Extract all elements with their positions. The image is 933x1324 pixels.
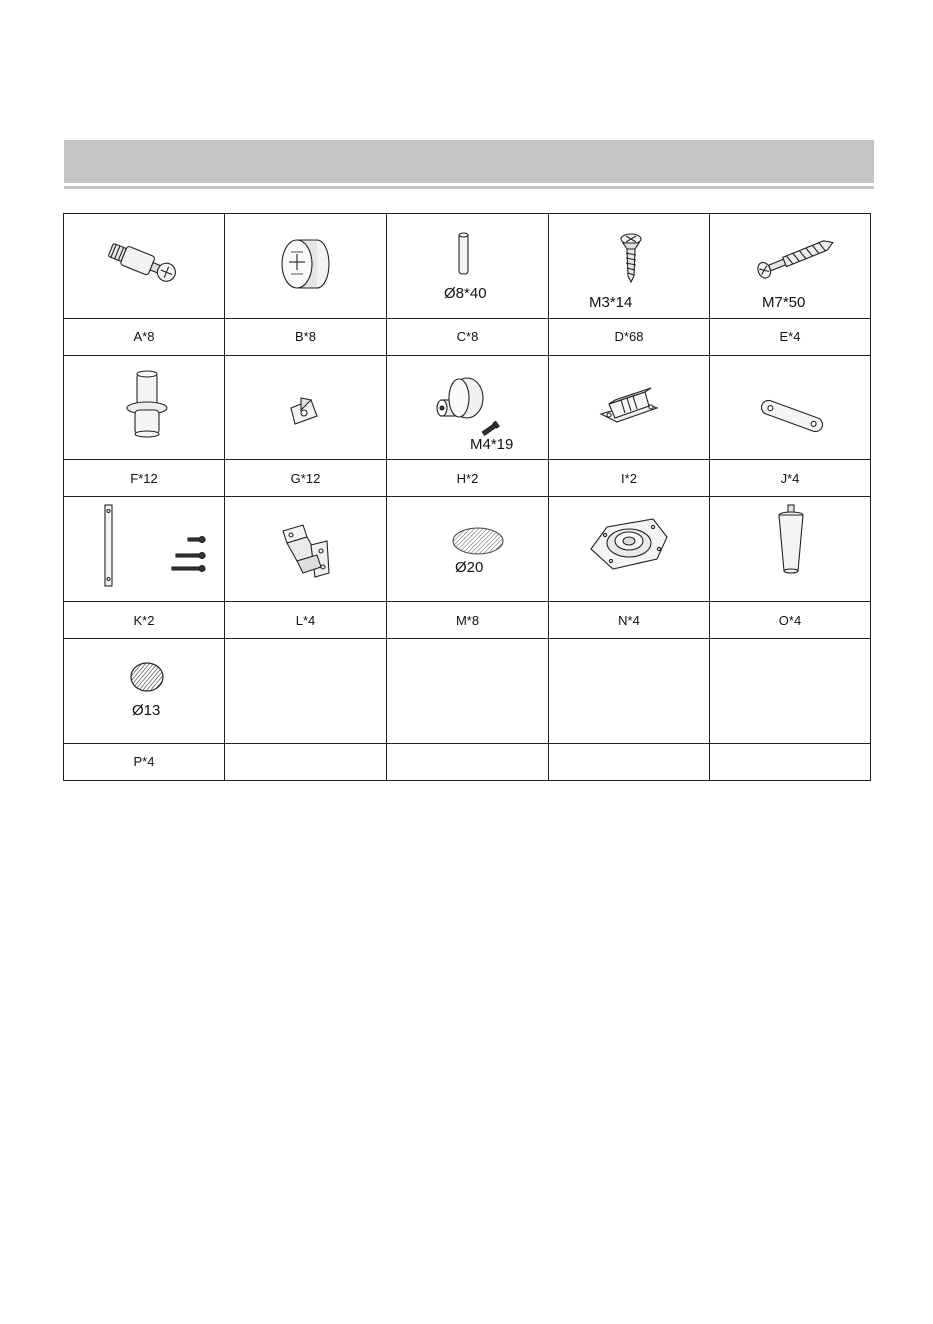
connector-plate-icon bbox=[710, 356, 870, 459]
part-cell-h bbox=[387, 355, 549, 460]
felt-pad-size-label: Ø20 bbox=[455, 559, 484, 577]
part-code-f: F*12 bbox=[64, 460, 225, 497]
part-cell-d bbox=[549, 214, 710, 319]
empty-cell bbox=[225, 639, 387, 744]
part-code-e: E*4 bbox=[710, 318, 871, 355]
part-code-o: O*4 bbox=[710, 602, 871, 639]
part-cell-l bbox=[225, 497, 387, 602]
wall-strap-kit-icon bbox=[64, 497, 224, 600]
felt-pad-icon bbox=[387, 497, 548, 600]
parts-image-row bbox=[64, 497, 871, 602]
part-code-d: D*68 bbox=[549, 318, 710, 355]
empty-code-cell bbox=[225, 743, 387, 780]
cover-cap-icon bbox=[64, 639, 224, 742]
part-cell-b bbox=[225, 214, 387, 319]
part-code-i: I*2 bbox=[549, 460, 710, 497]
part-cell-c bbox=[387, 214, 549, 319]
parts-label-row bbox=[64, 318, 871, 355]
part-cell-m bbox=[387, 497, 549, 602]
part-cell-p bbox=[64, 639, 225, 744]
hinge-icon bbox=[225, 497, 386, 600]
empty-cell bbox=[549, 639, 710, 744]
part-code-p: P*4 bbox=[64, 743, 225, 780]
part-code-k: K*2 bbox=[64, 602, 225, 639]
part-code-b: B*8 bbox=[225, 318, 387, 355]
part-cell-k bbox=[64, 497, 225, 602]
part-code-h: H*2 bbox=[387, 460, 549, 497]
parts-label-row bbox=[64, 602, 871, 639]
parts-image-row bbox=[64, 214, 871, 319]
part-code-g: G*12 bbox=[225, 460, 387, 497]
magnetic-catch-icon bbox=[549, 356, 709, 459]
tapered-leg-icon bbox=[710, 497, 870, 600]
empty-code-cell bbox=[387, 743, 549, 780]
hardware-parts-table bbox=[63, 213, 871, 781]
header-band bbox=[64, 140, 874, 183]
leg-mounting-plate-icon bbox=[549, 497, 709, 600]
part-code-l: L*4 bbox=[225, 602, 387, 639]
part-code-a: A*8 bbox=[64, 318, 225, 355]
shelf-pin-icon bbox=[64, 356, 224, 459]
screw-size-label: M3*14 bbox=[589, 294, 633, 311]
cam-lock-icon bbox=[225, 214, 386, 317]
part-cell-g bbox=[225, 355, 387, 460]
knob-icon bbox=[387, 356, 548, 459]
part-cell-a bbox=[64, 214, 225, 319]
parts-image-row bbox=[64, 355, 871, 460]
cam-bolt-icon bbox=[64, 214, 224, 317]
parts-label-row bbox=[64, 743, 871, 780]
corner-bracket-icon bbox=[225, 356, 386, 459]
part-cell-f bbox=[64, 355, 225, 460]
part-code-c: C*8 bbox=[387, 318, 549, 355]
cover-cap-size-label: Ø13 bbox=[132, 702, 161, 720]
part-code-j: J*4 bbox=[710, 460, 871, 497]
long-screw-size-label: M7*50 bbox=[762, 294, 806, 311]
empty-code-cell bbox=[549, 743, 710, 780]
empty-cell bbox=[387, 639, 549, 744]
part-cell-o bbox=[710, 497, 871, 602]
header-rule bbox=[64, 186, 874, 189]
empty-code-cell bbox=[710, 743, 871, 780]
empty-cell bbox=[710, 639, 871, 744]
part-code-n: N*4 bbox=[549, 602, 710, 639]
knob-screw-size-label: M4*19 bbox=[470, 435, 514, 453]
parts-image-row bbox=[64, 639, 871, 744]
part-cell-n bbox=[549, 497, 710, 602]
dowel-size-label: Ø8*40 bbox=[444, 285, 487, 302]
part-cell-i bbox=[549, 355, 710, 460]
part-cell-j bbox=[710, 355, 871, 460]
part-code-m: M*8 bbox=[387, 602, 549, 639]
parts-label-row bbox=[64, 460, 871, 497]
part-cell-e bbox=[710, 214, 871, 319]
